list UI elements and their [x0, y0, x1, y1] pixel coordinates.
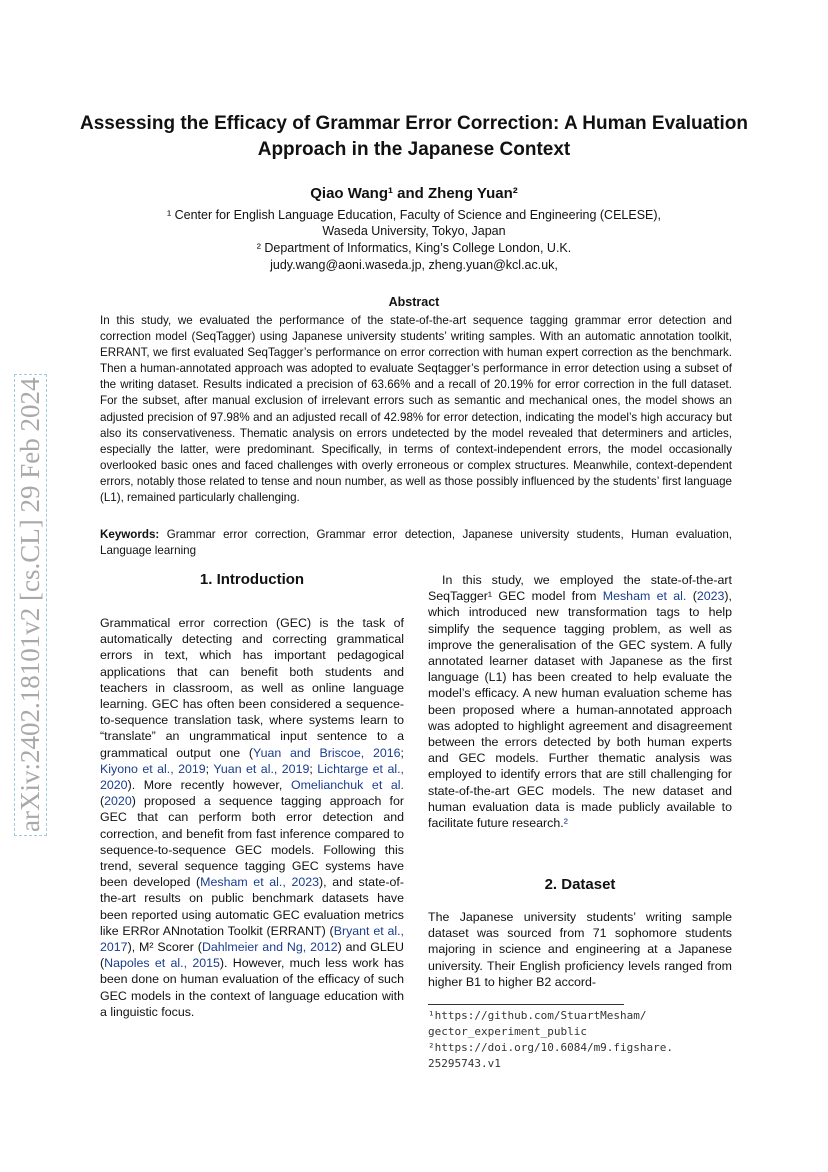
- section-heading-dataset: 2. Dataset: [544, 876, 616, 893]
- affiliation-1: ¹ Center for English Language Education, Faculty of Science and Engineering (CELESE),: [166, 208, 662, 222]
- authors: Qiao Wang¹ and Zheng Yuan²: [310, 185, 518, 202]
- footnote-divider: [428, 1004, 624, 1005]
- abstract-heading: Abstract: [388, 295, 440, 309]
- footnote-link[interactable]: ²: [563, 816, 568, 831]
- introduction-paragraph-2: In this study, we employed the state-of-the-art SeqTagger¹ GEC model from Mesham et al. (2023), which introduced new transformation tags to help simplify the sequence tagging problem, as well as improve the generalisation of the GEC system. A fully annotated learner dataset with Japanese as the first language (L1) has been created to help evaluate the model’s efficacy. A new human evaluation scheme has been proposed where a human-annotated approach was adopted to highlight agreement and disagreement between the errors detected by both human experts and GEC models. Further thematic analysis was employed to identify errors that are still challenging for state-of-the-art GEC models. The new dataset and human evaluation data is made publicly available to facilitate future research.²: [428, 573, 732, 831]
- affiliation-1-location: Waseda University, Tokyo, Japan: [322, 224, 506, 238]
- keywords: [100, 527, 732, 559]
- footnote-2[interactable]: ²https://doi.org/10.6084/m9.figshare. 25295743.v1: [428, 1041, 674, 1070]
- introduction-paragraph-1: Grammatical error correction (GEC) is the task of automatically detecting and correcting grammatical errors in text, which has important pedagogical applications that can benefit both students and teachers in classroom, as well as online language learning. GEC has often been considered a sequence-to-sequence translation task, where systems learn to “translate” an ungrammatical input sentence to a grammatical output one (Yuan and Briscoe, 2016; Kiyono et al., 2019; Yuan et al., 2019; Lichtarge et al., 2020). More recently however, Omelianchuk et al. (2020) proposed a sequence tagging approach for GEC that can perform both error detection and correction, and benefit from fast inference compared to sequence-to-sequence GEC models. Following this trend, several sequence tagging GEC systems have been developed (Mesham et al., 2023), and state-of-the-art results on public benchmark datasets have been reported using automatic GEC evaluation metrics like ERRor ANnotation Toolkit (ERRANT) (Bryant et al., 2017), M² Scorer (Dahlmeier and Ng, 2012) and GLEU (Napoles et al., 2015). However, much less work has been done on human evaluation of the efficacy of such GEC models in the context of language education with a linguistic focus.: [100, 616, 405, 1019]
- citation-link[interactable]: Mesham et al., 2023: [200, 875, 320, 890]
- footnote-1[interactable]: ¹https://github.com/StuartMesham/ gector_experiment_public: [428, 1009, 647, 1038]
- citation-link[interactable]: Yuan et al., 2019: [213, 761, 310, 776]
- citation-link[interactable]: Yuan and Briscoe, 2016: [253, 745, 401, 760]
- author-emails[interactable]: judy.wang@aoni.waseda.jp, zheng.yuan@kcl.ac.uk,: [270, 258, 558, 272]
- arxiv-sidebar-stamp: arXiv:2402.18101v2 [cs.CL] 29 Feb 2024: [14, 374, 47, 836]
- citation-link[interactable]: Kiyono et al., 2019: [100, 761, 206, 776]
- citation-link[interactable]: 2023: [696, 589, 725, 604]
- citation-link[interactable]: Mesham et al.: [602, 589, 687, 604]
- citation-link[interactable]: Omelianchuk et al.: [290, 778, 405, 793]
- keywords-text: Grammar error correction, Grammar error detection, Japanese university students, Human evaluation, Language learning: [100, 528, 732, 557]
- affiliation-2: ² Department of Informatics, King’s College London, U.K.: [256, 241, 572, 255]
- keywords-label: Keywords:: [100, 528, 160, 541]
- dataset-paragraph: The Japanese university students’ writing sample dataset was sourced from 71 sophomore students majoring in science and engineering at a Japanese university. Their English proficiency levels ranged from higher B1 to higher B2 accord-: [428, 910, 732, 989]
- citation-link[interactable]: 2020: [104, 794, 132, 809]
- citation-link[interactable]: Dahlmeier and Ng, 2012: [201, 940, 338, 955]
- citation-link[interactable]: Bryant et al., 2017: [100, 923, 404, 955]
- paper-title: Assessing the Efficacy of Grammar Error Correction: A Human Evaluation Approach in the Japanese Context: [80, 113, 748, 160]
- citation-link[interactable]: Napoles et al., 2015: [104, 956, 220, 971]
- section-heading-introduction: 1. Introduction: [199, 571, 305, 588]
- citation-link[interactable]: Lichtarge et al., 2020: [100, 761, 404, 793]
- abstract-text: In this study, we evaluated the performance of the state-of-the-art sequence tagging grammar error detection and correction model (SeqTagger) using Japanese university students’ writing samples. With an automatic annotation toolkit, ERRANT, we first evaluated SeqTagger’s performance on error correction with human expert correction as the benchmark. Then a human-annotated approach was adopted to evaluate Seqtagger’s performance in error detection using a subset of the writing dataset. Results indicated a precision of 63.66% and a recall of 20.19% for error correction in the full dataset. For the subset, after manual exclusion of irrelevant errors such as semantic and mechanical ones, the model shows an adjusted precision of 97.98% and an adjusted recall of 42.98% for error detection, indicating the model’s high accuracy but also its conservativeness. Thematic analysis on errors undetected by the model revealed that determiners and articles, especially the latter, were predominant. Specifically, in terms of context-independent errors, the model occasionally overlooked basic ones and faced challenges with overly erroneous or complex structures. Meanwhile, context-dependent errors, notably those related to tense and noun number, as well as those possibly influenced by the students’ first language (L1), remained particularly challenging.: [100, 314, 732, 505]
